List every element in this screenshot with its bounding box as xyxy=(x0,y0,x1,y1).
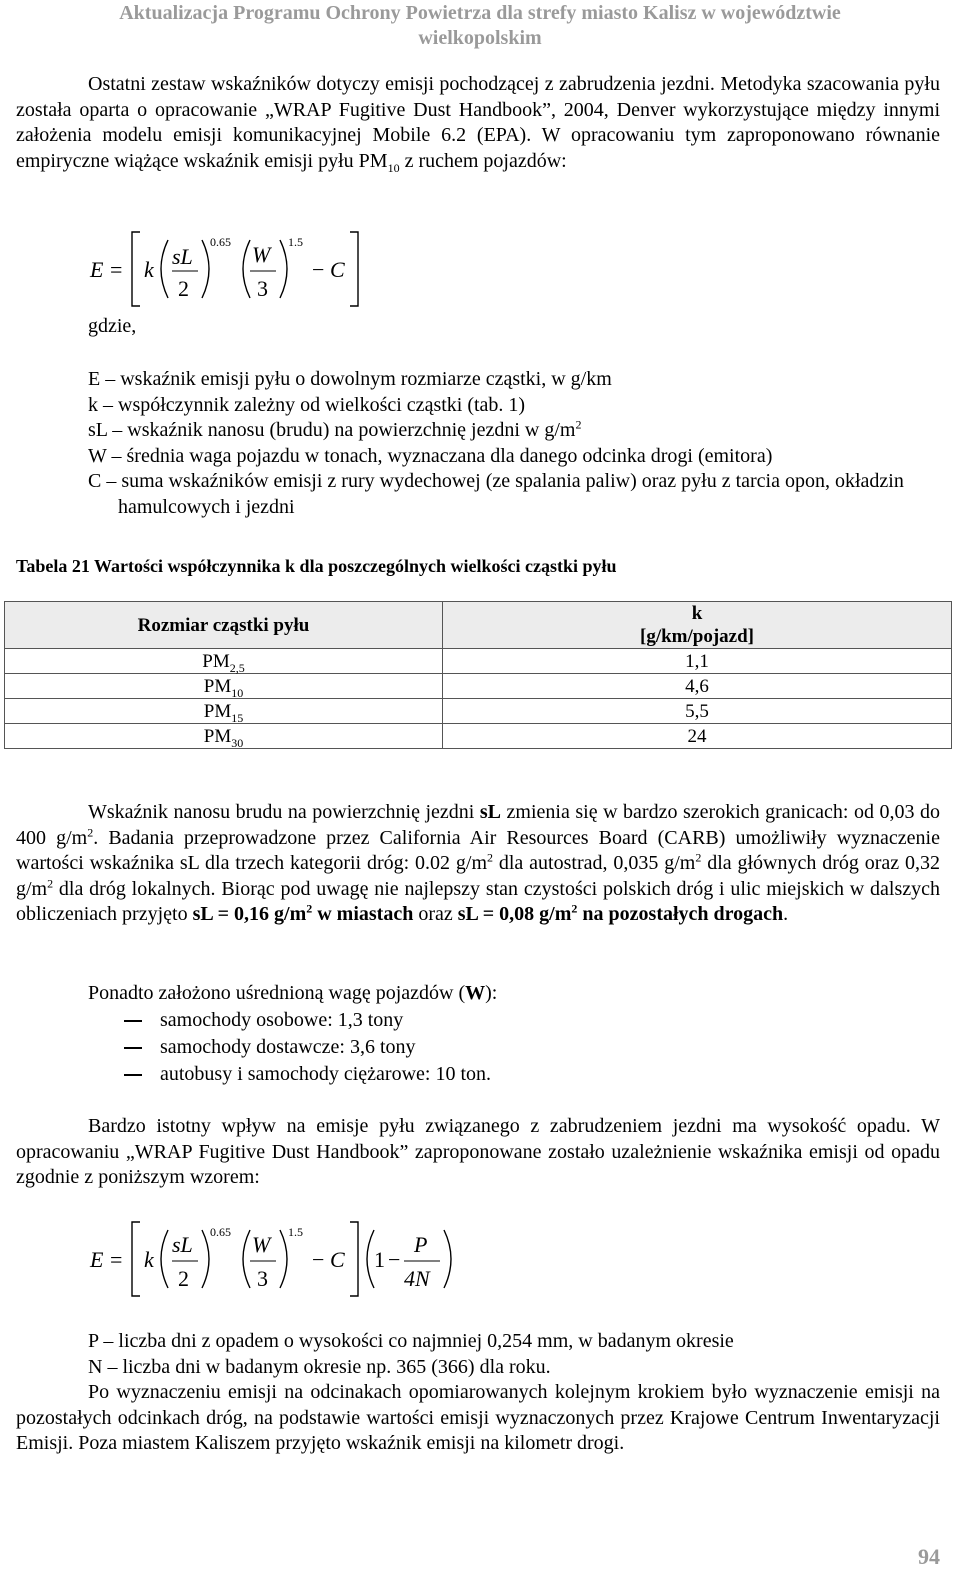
svg-text:W: W xyxy=(252,1232,271,1257)
list-item: samochody osobowe: 1,3 tony xyxy=(124,1007,491,1034)
weight-paragraph: Ponadto założono uśrednioną wagę pojazdów (W): xyxy=(88,982,498,1004)
column-header-k: k [g/km/pojazd] xyxy=(443,602,952,649)
closing-paragraph: Po wyznaczeniu emisji na odcinakach opomiarowanych kolejnym krokiem było wyznaczenie emisji na pozostałych odcinkach dróg, na podstawie wartości emisji wyznaczonych przez Krajowe Centrum Inwentaryzacji Emisji. Poza miastem Kaliszem przyjęto wskaźnik emisji na kilometr drogi. xyxy=(16,1381,940,1454)
svg-text:2: 2 xyxy=(178,276,189,301)
table-cell-k: 1,1 xyxy=(443,649,952,674)
vehicle-weight-list xyxy=(124,1007,491,1088)
svg-text:k: k xyxy=(144,257,154,282)
definitions-list-2 xyxy=(88,1329,948,1380)
svg-text:4N: 4N xyxy=(404,1266,430,1291)
running-header-line2: wielkopolskim xyxy=(418,27,542,49)
definition-E: E – wskaźnik emisji pyłu o dowolnym rozmiarze cząstki, w g/km xyxy=(88,368,612,390)
table-cell-k: 4,6 xyxy=(443,674,952,699)
svg-text:0.65: 0.65 xyxy=(210,1225,231,1239)
definition-C: C – suma wskaźników emisji z rury wydechowej (ze spalania paliw) oraz pyłu z tarcia opon, okładzin hamulcowych i jezdni xyxy=(88,470,904,518)
page-number: 94 xyxy=(918,1544,940,1569)
svg-text:1: 1 xyxy=(374,1247,385,1272)
svg-text:C: C xyxy=(330,1247,345,1272)
svg-text:1.5: 1.5 xyxy=(288,235,303,249)
list-item: autobusy i samochody ciężarowe: 10 ton. xyxy=(124,1061,491,1088)
equation-2 xyxy=(84,1216,484,1302)
sl-paragraph: Wskaźnik nanosu brudu na powierzchnię jezdni sL zmienia się w bardzo szerokich granicach: od 0,03 do 400 $g/m^2$. Badania przeprowadzone przez California Air Resources Board (CARB) umożliwiły wyznaczenie wartości wskaźnika sL dla trzech kategorii dróg: 0.02 $g/m^2$ dla autostrad, 0,035 $g/m^2$ dla głównych dróg oraz 0,32 $g/m^2$ dla dróg lokalnych. Biorąc pod uwagę nie najlepszy stan czystości polskich dróg i ulic miejskich w dalszych obliczeniach przyjęto sL = 0,16 $g/m^2$ w miastach oraz sL = 0,08 $g/m^2$ na pozostałych drogach. xyxy=(16,801,941,925)
table-caption: Tabela 21 Wartości współczynnika k dla poszczególnych wielkości cząstki pyłu xyxy=(16,556,617,576)
svg-text:=: = xyxy=(110,257,123,282)
svg-text:sL: sL xyxy=(172,244,193,269)
svg-text:2: 2 xyxy=(178,1266,189,1291)
column-header-size: Rozmiar cząstki pyłu xyxy=(5,602,443,649)
table-row xyxy=(5,724,952,749)
svg-text:0.65: 0.65 xyxy=(210,235,231,249)
svg-text:3: 3 xyxy=(257,1266,268,1291)
table-cell-k: 5,5 xyxy=(443,699,952,724)
running-header-line1: Aktualizacja Programu Ochrony Powietrza dla strefy miasto Kalisz w województwie xyxy=(119,2,841,24)
svg-text:sL: sL xyxy=(172,1232,193,1257)
svg-text:W: W xyxy=(252,242,271,267)
definition-sL: sL – wskaźnik nanosu (brudu) na powierzchnię jezdni w $g/m^2$ xyxy=(88,417,582,441)
intro-paragraph: Ostatni zestaw wskaźników dotyczy emisji pochodzącej z zabrudzenia jezdni. Metodyka szacowania pyłu została oparta o opracowanie „WRAP Fugitive Dust Handbook”, 2004, Denver wykorzystujące między innymi założenia modelu emisji komunikacyjnej Mobile 6.2 (EPA). W opracowaniu tym zaproponowano równanie empiryczne wiążące wskaźnik emisji pyłu $PM_{10}$ z ruchem pojazdów: xyxy=(16,73,940,175)
svg-text:−: − xyxy=(388,1247,401,1272)
svg-text:E: E xyxy=(90,1247,104,1272)
svg-text:C: C xyxy=(330,257,345,282)
table-cell-size: $PM_{10}$ xyxy=(5,674,443,699)
table-row xyxy=(5,699,952,724)
table-header-row xyxy=(5,602,952,649)
table-row xyxy=(5,649,952,674)
svg-text:3: 3 xyxy=(257,276,268,301)
svg-text:=: = xyxy=(110,1247,123,1272)
svg-text:−: − xyxy=(312,257,325,282)
precipitation-paragraph: Bardzo istotny wpływ na emisje pyłu związanego z zabrudzeniem jezdni ma wysokość opadu. W opracowaniu „WRAP Fugitive Dust Handbook” zaproponowane zostało uzależnienie wskaźnika emisji od opadu zgodnie z poniższym wzorem: xyxy=(16,1115,940,1188)
definitions-list xyxy=(88,367,948,520)
definition-P: P – liczba dni z opadem o wysokości co najmniej 0,254 mm, w badanym okresie xyxy=(88,1330,734,1352)
table-cell-k: 24 xyxy=(443,724,952,749)
svg-text:1.5: 1.5 xyxy=(288,1225,303,1239)
definition-N: N – liczba dni w badanym okresie np. 365 (366) dla roku. xyxy=(88,1355,551,1378)
svg-text:−: − xyxy=(312,1247,325,1272)
table-cell-size: $PM_{15}$ xyxy=(5,699,443,724)
definition-k: k – współczynnik zależny od wielkości cząstki (tab. 1) xyxy=(88,393,526,416)
table-cell-size: $PM_{30}$ xyxy=(5,724,443,749)
svg-text:k: k xyxy=(144,1247,154,1272)
definition-W: W – średnia waga pojazdu w tonach, wyznaczana dla danego odcinka drogi (emitora) xyxy=(88,444,773,467)
table-row xyxy=(5,674,952,699)
k-coefficient-table xyxy=(4,601,952,749)
gdzie-label: gdzie, xyxy=(88,315,137,337)
table-cell-size: $PM_{2,5}$ xyxy=(5,649,443,674)
svg-text:P: P xyxy=(414,1232,428,1257)
svg-text:E: E xyxy=(90,257,104,282)
list-item: samochody dostawcze: 3,6 tony xyxy=(124,1034,491,1061)
equation-1 xyxy=(84,226,384,312)
